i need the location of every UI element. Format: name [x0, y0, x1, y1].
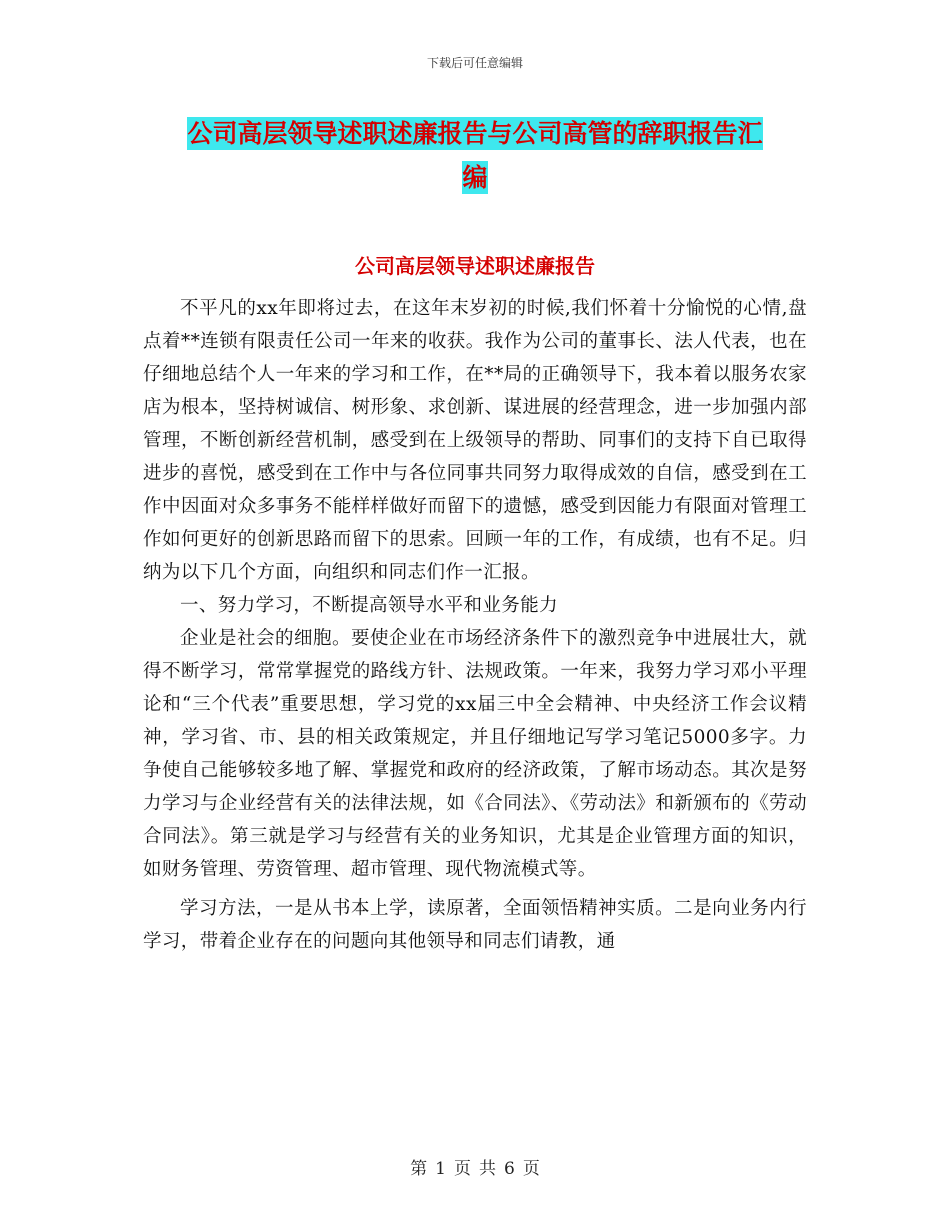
current-page-number: 1 [435, 1159, 446, 1179]
page-label-suffix: 页 [522, 1159, 540, 1179]
paragraph-heading-1: 一、努力学习，不断提高领导水平和业务能力 [180, 595, 559, 616]
page-label-prefix: 第 [410, 1159, 428, 1179]
paragraph-method: 学习方法，一是从书本上学，读原著，全面领悟精神实质。二是向业务内行学习，带着企业存在的问题向其他领导和同志们请教，通 [143, 898, 807, 952]
section-title: 公司高层领导述职述廉报告 [355, 254, 595, 278]
total-pages-number: 6 [504, 1159, 515, 1179]
document-body [143, 292, 807, 958]
header-note: 下载后可任意编辑 [426, 56, 523, 70]
document-title-line-1: 公司高层领导述职述廉报告与公司高管的辞职报告汇 [187, 119, 763, 148]
page-label-mid: 页 [454, 1159, 471, 1179]
document-title-line-2: 编 [462, 163, 488, 192]
page-footer [0, 1154, 950, 1179]
paragraph-intro: 不平凡的xx年即将过去，在这年末岁初的时候,我们怀着十分愉悦的心情,盘点着**连锁有限责任公司一年来的收获。我作为公司的董事长、法人代表，也在仔细地总结个人一年来的学习和工作，在**局的正确领导下，我本着以服务农家店为根本，坚持树诚信、树形象、求创新、谋进展的经营理念，进一步加强内部管理，不断创新经营机制，感受到在上级领导的帮助、同事们的支持下自已取得进步的喜悦，感受到在工作中与各位同事共同努力取得成效的自信，感受到在工作中因面对众多事务不能样样做好而留下的遗憾，感受到因能力有限面对管理工作如何更好的创新思路而留下的思索。回顾一年的工作，有成绩，也有不足。归纳为以下几个方面，向组织和同志们作一汇报。 [143, 298, 807, 583]
paragraph-study: 企业是社会的细胞。要使企业在市场经济条件下的激烈竞争中进展壮大，就得不断学习，常常掌握党的路线方针、法规政策。一年来，我努力学习邓小平理论和“三个代表”重要思想，学习党的xx届三中全会精神、中央经济工作会议精神，学习省、市、县的相关政策规定，并且仔细地记写学习笔记5000多字。力争使自己能够较多地了解、掌握党和政府的经济政策，了解市场动态。其次是努力学习与企业经营有关的法律法规，如《合同法》、《劳动法》和新颁布的《劳动合同法》。第三就是学习与经营有关的业务知识，尤其是企业管理方面的知识，如财务管理、劳资管理、超市管理、现代物流模式等。 [143, 628, 807, 880]
document-title [150, 112, 800, 200]
page-label-total-prefix: 共 [479, 1159, 496, 1179]
